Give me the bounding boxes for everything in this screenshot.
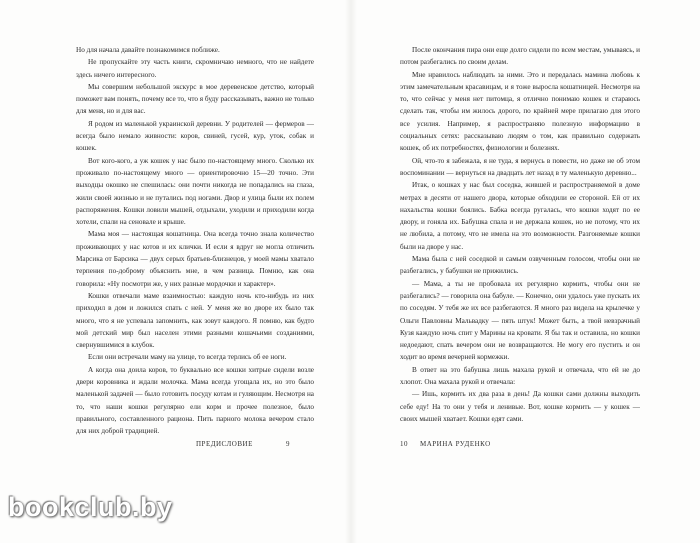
- paragraph: После окончания пира они еще долго сидели по всем местам, умываясь, и потом разбегались по своим делам.: [400, 46, 640, 67]
- paragraph: Кошки отвечали маме взаимностью: каждую ночь кто-нибудь из них приходил в дом и ложился спать с ней. У меня же во дворе их было так много, что я не успевала запомнить, как зовут каждого. Я помню, как будто мой детский мир был населен этими разными кошачьими созданиями, свернувшимися в клубок.: [76, 291, 314, 350]
- paragraph: Но для начала давайте познакомимся поближе.: [76, 46, 220, 54]
- right-page: [400, 44, 640, 425]
- paragraph: Вот кого-кого, а уж кошек у нас было по-настоящему много. Сколько их проживало по-настоящему много — ориентировочно 15—20 точно. Эти выходцы окошко не спешилась: они почти никогда не попадались на глаза, жили своей жизнью и не путались под ногами. Двор и улица были их полем распоряжения. Кошки ловили мышей, отдыхали, уходили и приходили когда хотели, спали на сеновале и крыше.: [76, 156, 314, 227]
- paragraph: Если они встречали маму на улице, то всегда терлись об ее ноги.: [88, 353, 287, 362]
- running-title-right: МАРИНА РУДЕНКО: [420, 440, 491, 448]
- book-gutter: [345, 0, 357, 543]
- paragraph: А когда она доила коров, то буквально все кошки хитрые сидели возле двери коровника и ждали молочка. Мама всегда угощала их, но это было маленькой задачей — было готовить посуду котам и гуляющим. Несмотря на то, что наши кошки регулярно ели корм и прочее полезное, было правильного, составленного рациона. Пить парного молока вечером стало для них доброй традицией.: [76, 365, 314, 436]
- page-number-left: 9: [286, 440, 290, 448]
- page-number-right: 10: [400, 440, 408, 448]
- paragraph: Мне нравилось наблюдать за ними. Это и передалась мамина любовь к этим замечательным красавицам, и я тоже выросла кошатницей. Несмотря на то, что сейчас у меня нет питомца, я отлично понимаю кошек и стараюсь сделать так, чтобы им жилось дорого, по крайней мере прилагаю для этого все усилия. Например, я распространяю полезную информацию в социальных сетях: рассказываю людям о том, как правильно содержать кошек, об их потребностях, физиологии и болезнях.: [400, 70, 640, 153]
- watermark-logo: bookclub.by: [8, 492, 173, 522]
- paragraph: Мама моя — настоящая кошатница. Она всегда точно знала количество проживающих у нас котов и их клички. И если я вдруг не могла отличить Марсика от Барсика — двух серых братьев-близнецов, у моей мамы хватало терпения по-доброму объяснить мне, в чем разница. Помню, как она говорила: «Ну посмотри же, у них разные мордочки и характер».: [76, 230, 314, 288]
- paragraph: Я родом из маленькой украинской деревни. У родителей — фермеров — всегда было немало живности: коров, свиней, гусей, кур, уток, собак и кошек.: [76, 119, 314, 153]
- left-footer: [196, 440, 290, 448]
- paragraph: Итак, о кошках у нас был соседка, жившей и распространяемой в доме метрах в десяти от нашего двора, которые обходили ее стороной. Ей от их нахальства кошки боялись. Бабка всегда ругалась, что кошки ходят по ее двору, и гоняла их. Бабушка спала и не держала кошек, но не потому, что их не любила, а потому, что не имела на это возможности. Разгоняемые кошки были на дворе у нас.: [400, 181, 640, 251]
- paragraph: Мама была с ней соседкой и самым озвученным голосом, чтобы они не разбегались, у бабушки не прижились.: [400, 255, 640, 276]
- running-title-left: ПРЕДИСЛОВИЕ: [196, 440, 253, 448]
- paragraph: — Мама, а ты не пробовала их регулярно кормить, чтобы они не разбегались? — говорила она бабуле. — Конечно, они удалось уже пускать их по соседям. У тебя же их все разбегаются. Я много раз видела на крылечке у Ольги Павловны Мальвадку — пять штук! Может быть, а твой невзрачный Кузя каждую ночь спит у Марины на кровати. Я бы так и оставила, но кошки недоедают, спать вечером они не возвращаются. Не могу его пустить и он ходит во время вечерней кормежки.: [400, 279, 640, 362]
- paragraph: Мы совершим небольшой экскурс в мое деревенское детство, который поможет вам понять, почему все то, что я буду рассказывать, важно не только для меня, но и для вас.: [76, 82, 314, 116]
- paragraph: — Ишь, кормить их два раза в день! Да кошки сами должны выходить себе еду! На то они у тебя и ленивые. Вот, кошке кормить — у кошек — своих мышей хватает. Кошки едят сами.: [400, 390, 640, 423]
- paragraph: В ответ на это бабушка лишь махала рукой и отвечала, что ей не до хлопот. Она махала рукой и отвечала:: [400, 365, 640, 387]
- left-page: [76, 44, 314, 438]
- paragraph: Ой, что-то я забежала, я не туда, я вернусь в повести, но даже не об этом воспоминании — вернуться на двадцать лет назад в ту маленькую деревню...: [400, 156, 640, 177]
- paragraph: Не пропускайте эту часть книги, скромничаю немного, что не найдете здесь ничего интересного.: [76, 58, 314, 79]
